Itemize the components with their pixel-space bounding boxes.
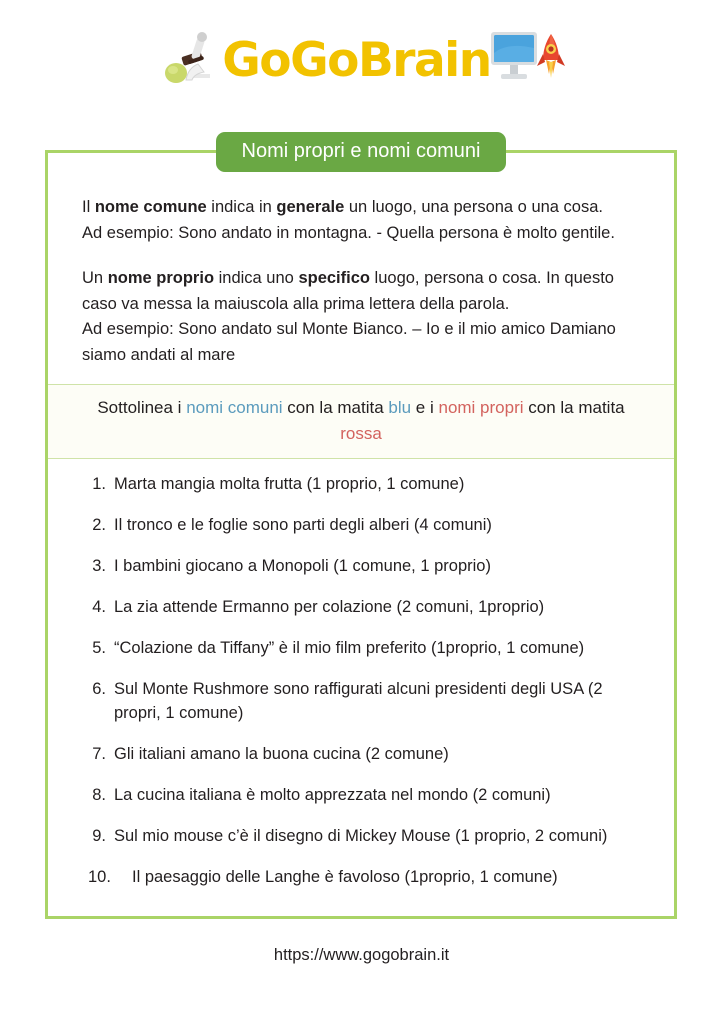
exercise-item	[74, 825, 648, 849]
exercise-item	[74, 743, 648, 767]
exercise-sentence: Gli italiani amano la buona cucina (2 comune)	[114, 744, 449, 763]
worksheet-box	[45, 140, 677, 919]
footer-url: https://www.gogobrain.it	[273, 946, 450, 964]
p2-bold-1: nome proprio	[107, 269, 215, 288]
exercise-number: 10.	[88, 867, 111, 886]
p2-text-2: indica uno	[214, 269, 299, 288]
instruction-text-3: e i	[411, 398, 439, 418]
exercise-list	[48, 459, 674, 915]
exercise-number: 5.	[92, 639, 106, 658]
p2-text-1: Un	[82, 269, 108, 288]
p2-bold-2: specifico	[298, 269, 370, 288]
lesson-paragraph-common	[82, 195, 640, 246]
instruction-text-4: con la matita	[523, 398, 625, 418]
exercise-item	[74, 473, 648, 497]
exercise-item	[74, 866, 648, 890]
site-logo-bar	[0, 0, 723, 110]
page-title: Nomi propri e nomi comuni	[216, 132, 507, 172]
exercise-sentence: Sul Monte Rushmore sono raffigurati alcuni presidenti degli USA (2 propri, 1 comune)	[114, 679, 603, 722]
exercise-sentence: Sul mio mouse c’è il disegno di Mickey Mouse (1 proprio, 2 comuni)	[114, 826, 608, 845]
exercise-sentence: Marta mangia molta frutta (1 proprio, 1 comune)	[114, 475, 465, 494]
lesson-text-block	[48, 153, 674, 384]
p1-text-3: un luogo, una persona o una cosa.	[344, 198, 603, 216]
exercise-number: 2.	[92, 516, 106, 535]
exercise-item	[74, 596, 648, 620]
exercise-instruction	[48, 385, 674, 458]
exercise-number: 3.	[92, 557, 106, 576]
computer-monitor-icon	[491, 32, 537, 79]
exercise-number: 6.	[92, 679, 106, 698]
instruction-highlight-proper: nomi propri	[438, 398, 524, 418]
p1-text-2: indica in	[206, 198, 277, 216]
lesson-paragraph-proper	[82, 266, 640, 368]
exercise-number: 1.	[92, 475, 106, 494]
exercise-sentence: Il paesaggio delle Langhe è favoloso (1proprio, 1 comune)	[132, 867, 558, 886]
p1-text-1: Il	[82, 198, 95, 216]
exercise-number: 8.	[92, 785, 106, 804]
exercise-number: 7.	[92, 744, 106, 763]
instruction-highlight-common: nomi comuni	[186, 398, 283, 418]
instruction-highlight-red: rossa	[340, 423, 382, 443]
p1-bold-2: generale	[276, 198, 345, 216]
microscope-icon	[158, 28, 220, 90]
exercise-number: 4.	[92, 598, 106, 617]
exercise-item	[74, 637, 648, 661]
exercise-item	[74, 555, 648, 579]
instruction-text-2: con la matita	[282, 398, 389, 418]
brand-wordmark: GoGoBrain	[222, 32, 491, 88]
exercise-item	[74, 784, 648, 808]
p2-text-3: luogo, persona o cosa. In questo caso va messa la maiuscola alla prima lettera della parola.	[82, 269, 614, 313]
p1-bold-1: nome comune	[94, 198, 207, 216]
exercise-sentence: La cucina italiana è molto apprezzata nel mondo (2 comuni)	[114, 785, 551, 804]
exercise-sentence: I bambini giocano a Monopoli (1 comune, 1 proprio)	[114, 557, 491, 576]
exercise-item	[74, 678, 648, 726]
p1-example: Ad esempio: Sono andato in montagna. - Quella persona è molto gentile.	[82, 223, 615, 242]
instruction-text-1: Sottolinea i	[97, 398, 187, 418]
exercise-sentence: Il tronco e le foglie sono parti degli alberi (4 comuni)	[114, 516, 492, 535]
exercise-item	[74, 514, 648, 538]
footer	[0, 946, 723, 965]
p2-example: Ad esempio: Sono andato sul Monte Bianco. – Io e il mio amico Damiano siamo andati al mare	[82, 320, 616, 364]
rocket-icon	[537, 34, 565, 78]
logo-right-icons	[489, 28, 565, 90]
instruction-highlight-blue: blu	[388, 398, 412, 418]
exercise-number: 9.	[92, 826, 106, 845]
exercise-sentence: La zia attende Ermanno per colazione (2 comuni, 1proprio)	[114, 598, 545, 617]
exercise-sentence: “Colazione da Tiffany” è il mio film preferito (1proprio, 1 comune)	[114, 639, 585, 658]
